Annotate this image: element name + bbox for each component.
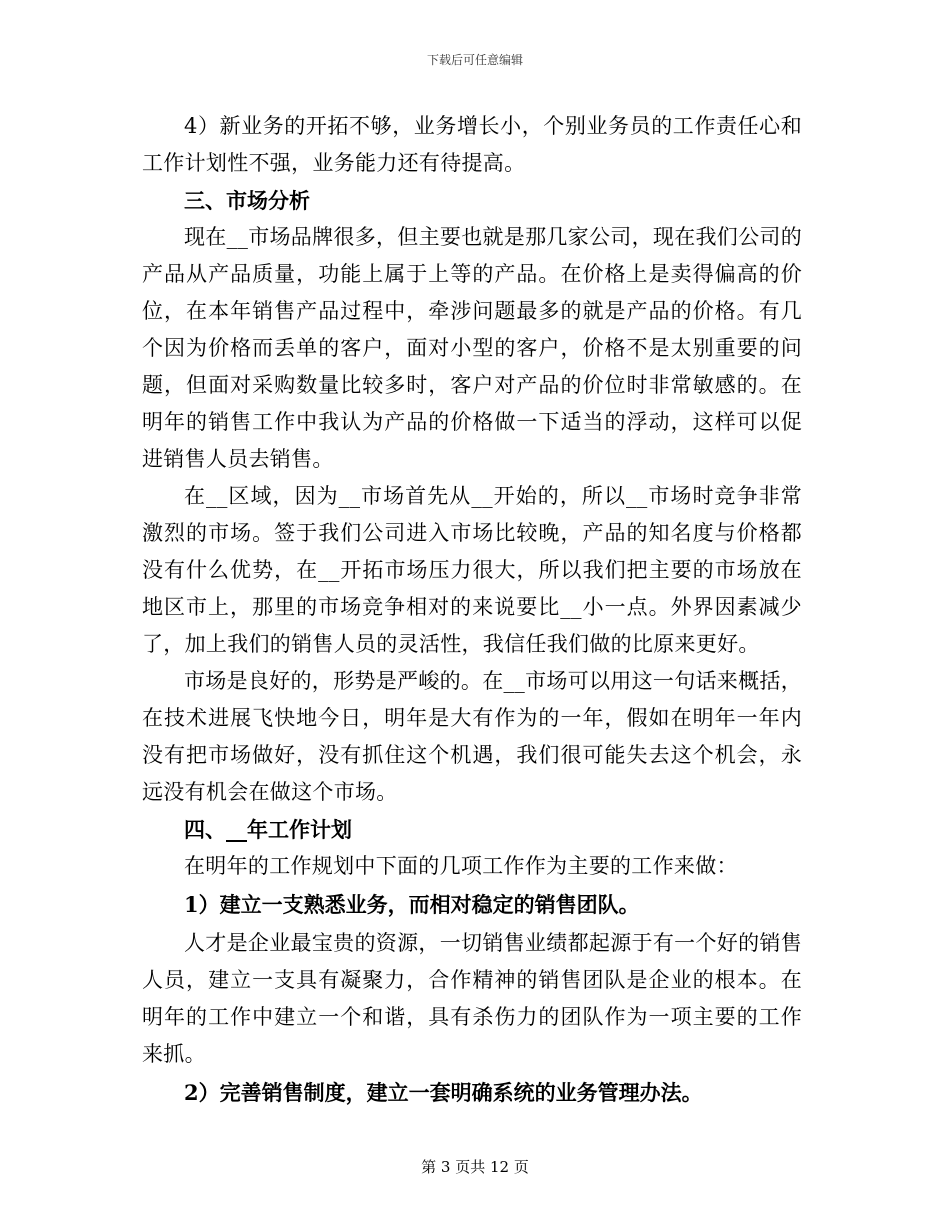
- paragraph-regional-market: 在__区域，因为__市场首先从__开始的，所以__市场时竞争非常激烈的市场。签于我们公司进入市场比较晚，产品的知名度与价格都没有什么优势，在__开拓市场压力很大，所以我们把主要的市场放在地区市上，那里的市场竞争相对的来说要比__小一点。外界因素减少了，加上我们的销售人员的灵活性，我信任我们做的比原来更好。: [142, 484, 802, 656]
- page-header: 下载后可任意编辑: [426, 53, 523, 67]
- paragraph-plan-intro: 在明年的工作规划中下面的几项工作作为主要的工作来做：: [184, 854, 738, 878]
- paragraph-brand-pricing: 现在__市场品牌很多，但主要也就是那几家公司，现在我们公司的产品从产品质量，功能上属于上等的产品。在价格上是卖得偏高的价位，在本年销售产品过程中，牵涉问题最多的就是产品的价格。有几个因为价格而丢单的客户，面对小型的客户，价格不是太别重要的问题，但面对采购数量比较多时，客户对产品的价位时非常敏感的。在明年的销售工作中我认为产品的价格做一下适当的浮动，这样可以促进销售人员去销售。: [142, 225, 802, 471]
- document-body: [142, 108, 802, 1113]
- section-heading-market-analysis: 三、市场分析: [184, 188, 310, 213]
- page-footer: 第 3 页共 12 页: [421, 1158, 529, 1176]
- paragraph-market-outlook: 市场是良好的，形势是严峻的。在__市场可以用这一句话来概括，在技术进展飞快地今日，明年是大有作为的一年，假如在明年一年内没有把市场做好，没有抓住这个机遇，我们很可能失去这个机会，永远没有机会在做这个市场。: [142, 669, 802, 804]
- subheading-sales-system: 2）完善销售制度，建立一套明确系统的业务管理办法。: [184, 1080, 703, 1105]
- paragraph-business-expansion: 4）新业务的开拓不够，业务增长小，个别业务员的工作责任心和工作计划性不强，业务能力还有待提高。: [142, 114, 802, 175]
- paragraph-talent: 人才是企业最宝贵的资源，一切销售业绩都起源于有一个好的销售人员，建立一支具有凝聚力，合作精神的销售团队是企业的根本。在明年的工作中建立一个和谐，具有杀伤力的团队作为一项主要的工作来抓。: [142, 931, 802, 1066]
- section-heading-work-plan: 四、__年工作计划: [184, 817, 352, 842]
- subheading-sales-team: 1）建立一支熟悉业务，而相对稳定的销售团队。: [184, 892, 640, 917]
